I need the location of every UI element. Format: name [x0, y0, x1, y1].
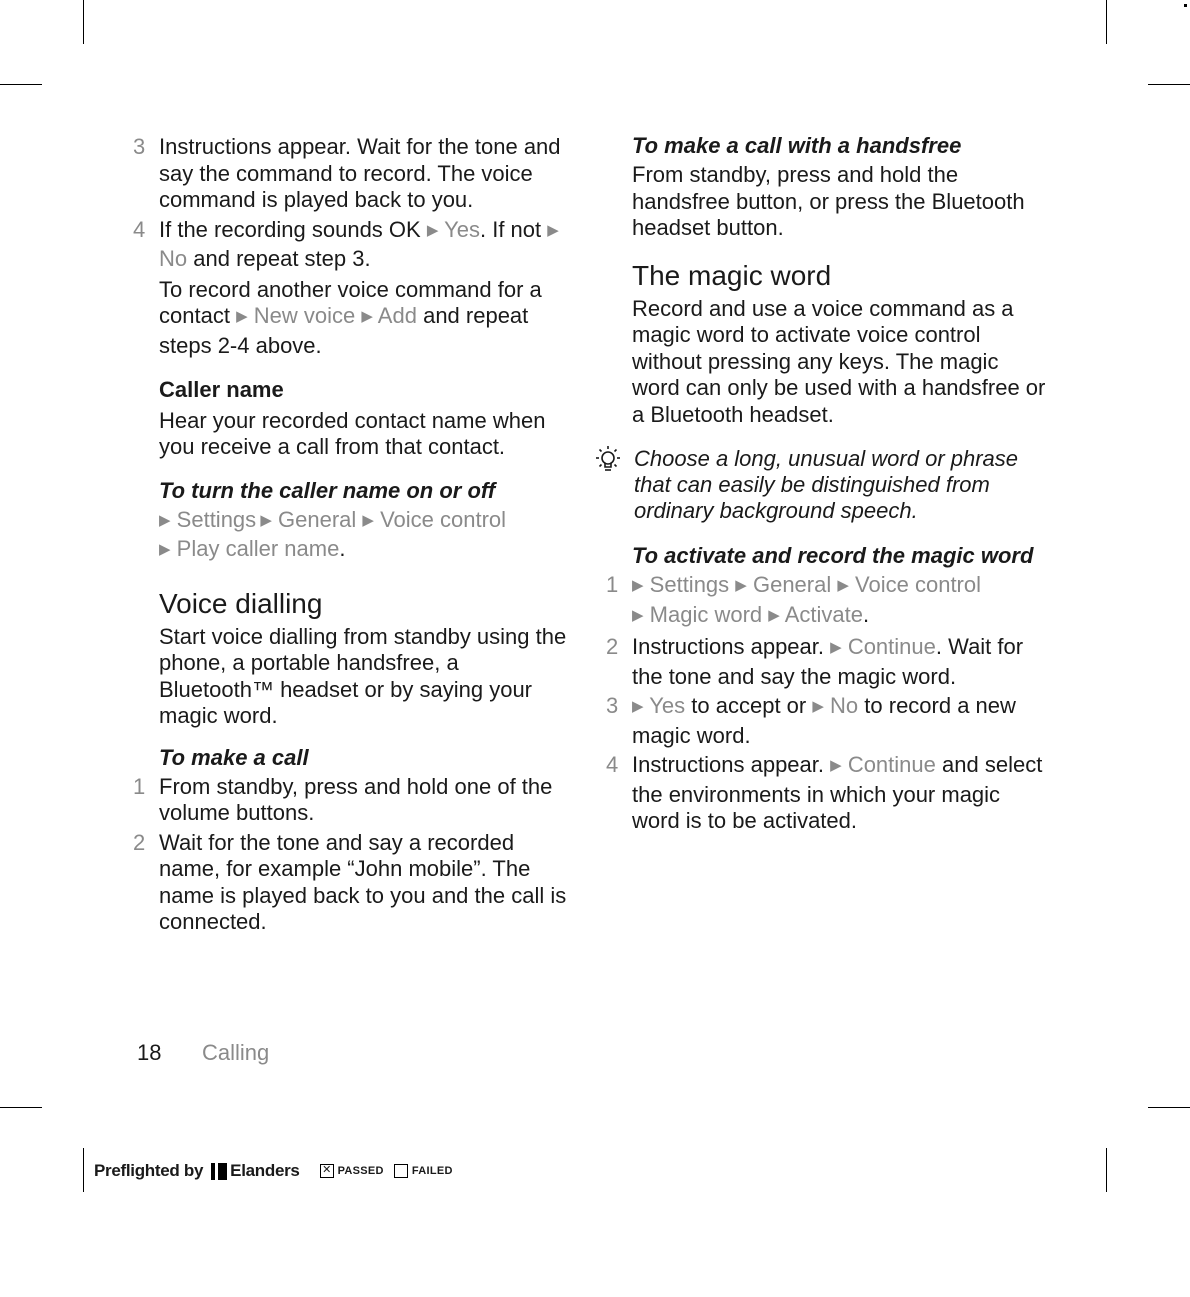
menu-item-continue: Continue: [847, 752, 936, 777]
step-text: From standby, press and hold one of the volume buttons.: [159, 773, 553, 825]
page-number: 18: [137, 1040, 162, 1065]
arrow-icon: ▶: [632, 698, 644, 715]
arrow-icon: ▶: [735, 577, 747, 594]
preflight-stamp: [94, 1158, 453, 1184]
right-column: [606, 134, 1046, 838]
magic-step-1: 1 ▶ Settings ▶ General ▶ Voice control ▶ Magic word ▶ Activate.: [606, 572, 982, 627]
arrow-icon: ▶: [256, 511, 272, 529]
preflight-label: Preflighted by: [94, 1161, 204, 1180]
arrow-icon: ▶: [236, 308, 248, 325]
call-step-1: [133, 774, 573, 827]
arrow-icon: ▶: [812, 698, 824, 715]
crop-mark: [1148, 1107, 1190, 1108]
arrow-icon: ▶: [632, 577, 644, 594]
task-activate-magic-word: To activate and record the magic word: [632, 543, 1034, 568]
heading-voice-dialling: Voice dialling: [159, 587, 323, 619]
menu-item-yes: Yes: [444, 216, 480, 242]
menu-item-general: General: [278, 506, 357, 532]
menu-item-magic-word: Magic word: [649, 601, 763, 627]
arrow-icon: ▶: [361, 308, 373, 325]
step-text: . Wait for the tone and say the magic word.: [632, 634, 1024, 689]
crop-mark: [1106, 0, 1107, 44]
subheading-caller-name: Caller name: [159, 377, 284, 402]
menu-item-general: General: [752, 572, 832, 597]
crop-dot: [1184, 4, 1187, 7]
heading-magic-word: The magic word: [632, 259, 832, 291]
passed-label: PASSED: [337, 1165, 384, 1177]
step-text: Instructions appear.: [632, 634, 825, 659]
step-text: Wait for the tone and say a recorded name, for example “John mobile”. The name is played back to you and the call is connected.: [159, 829, 567, 934]
elanders-logo-icon: [211, 1163, 227, 1180]
menu-item-add: Add: [377, 303, 417, 328]
step-text: Instructions appear. Wait for the tone and say the command to record. The voice command is played back to you.: [159, 134, 561, 212]
crop-mark: [1148, 84, 1190, 85]
crop-mark: [0, 84, 42, 85]
arrow-icon: ▶: [837, 577, 849, 594]
menu-path-caller-name: ▶ Settings ▶ General ▶ Voice control ▶ Play caller name.: [159, 506, 507, 561]
step-number: 3: [133, 134, 146, 159]
step-number: 1: [606, 572, 619, 597]
step-text: Instructions appear.: [632, 752, 825, 777]
menu-item-voice-control: Voice control: [855, 572, 982, 597]
menu-item-no: No: [830, 693, 859, 718]
arrow-icon: ▶: [632, 606, 644, 624]
step-number: 3: [606, 693, 619, 718]
arrow-icon: ▶: [362, 511, 374, 529]
arrow-icon: ▶: [159, 511, 171, 529]
failed-label: FAILED: [411, 1165, 453, 1177]
step-text: to record a new magic word.: [632, 693, 1016, 748]
menu-item-activate: Activate: [784, 601, 863, 627]
tip-text: Choose a long, unusual word or phrase that can easily be distinguished from ordinary background speech.: [634, 446, 1019, 523]
step-number: 1: [133, 773, 146, 799]
tip-block: [606, 446, 1046, 524]
arrow-icon: ▶: [768, 606, 780, 624]
step-number: 4: [133, 216, 146, 242]
passed-checkbox: ✕: [320, 1164, 334, 1178]
crop-mark: [1106, 1148, 1107, 1192]
handsfree-text: From standby, press and hold the handsfree button, or press the Bluetooth headset button.: [632, 162, 1025, 240]
arrow-icon: ▶: [830, 639, 842, 656]
step-text: and repeat step 3.: [193, 246, 371, 271]
step-text: . If not: [479, 216, 542, 242]
caller-name-text: Hear your recorded contact name when you receive a call from that contact.: [159, 407, 546, 459]
menu-item-new-voice: New voice: [253, 303, 356, 328]
preflight-brand: Elanders: [230, 1161, 300, 1180]
magic-word-text: Record and use a voice command as a magic word to activate voice control without pressing any keys. The magic word can only be used with a handsfree or a Bluetooth headset.: [632, 295, 1046, 427]
menu-item-yes: Yes: [649, 693, 686, 718]
step-number: 4: [606, 752, 619, 777]
crop-mark: [0, 1107, 42, 1108]
failed-checkbox: [394, 1164, 408, 1178]
step-text: If the recording sounds OK: [159, 216, 421, 242]
magic-step-3: [606, 693, 1046, 749]
magic-step-4: [606, 752, 1046, 835]
task-handsfree-call: To make a call with a handsfree: [632, 133, 962, 158]
menu-item-no: No: [159, 246, 188, 271]
step-number: 2: [606, 634, 619, 659]
step-continuation: [159, 277, 573, 360]
lightbulb-icon: [592, 444, 624, 476]
step-text: and select the environments in which your magic word is to be activated.: [632, 752, 1043, 833]
section-name: Calling: [202, 1040, 270, 1065]
task-make-call: To make a call: [159, 744, 309, 770]
arrow-icon: ▶: [547, 221, 559, 239]
menu-item-settings: Settings: [176, 506, 257, 532]
task-caller-name: To turn the caller name on or off: [159, 477, 496, 503]
menu-item-settings: Settings: [649, 572, 730, 597]
crop-mark: [83, 1148, 84, 1192]
arrow-icon: ▶: [426, 221, 439, 239]
call-step-2: [133, 830, 573, 936]
menu-item-play-caller-name: Play caller name: [176, 536, 340, 561]
menu-item-voice-control: Voice control: [380, 506, 507, 532]
step-3: [133, 134, 573, 214]
step-text: to accept or: [691, 693, 807, 718]
step-number: 2: [133, 829, 146, 855]
step-4: [133, 217, 573, 360]
voice-dialling-text: Start voice dialling from standby using the phone, a portable handsfree, a Bluetooth™ headset or by saying your magic word.: [159, 623, 567, 728]
left-column: [133, 134, 573, 939]
step-text: To record another voice command for a contact: [159, 276, 542, 328]
arrow-icon: ▶: [830, 757, 842, 774]
step-text: and repeat steps 2-4 above.: [159, 303, 529, 358]
magic-step-2: [606, 634, 1046, 690]
crop-mark: [83, 0, 84, 44]
menu-item-continue: Continue: [847, 634, 936, 659]
arrow-icon: ▶: [159, 541, 171, 558]
